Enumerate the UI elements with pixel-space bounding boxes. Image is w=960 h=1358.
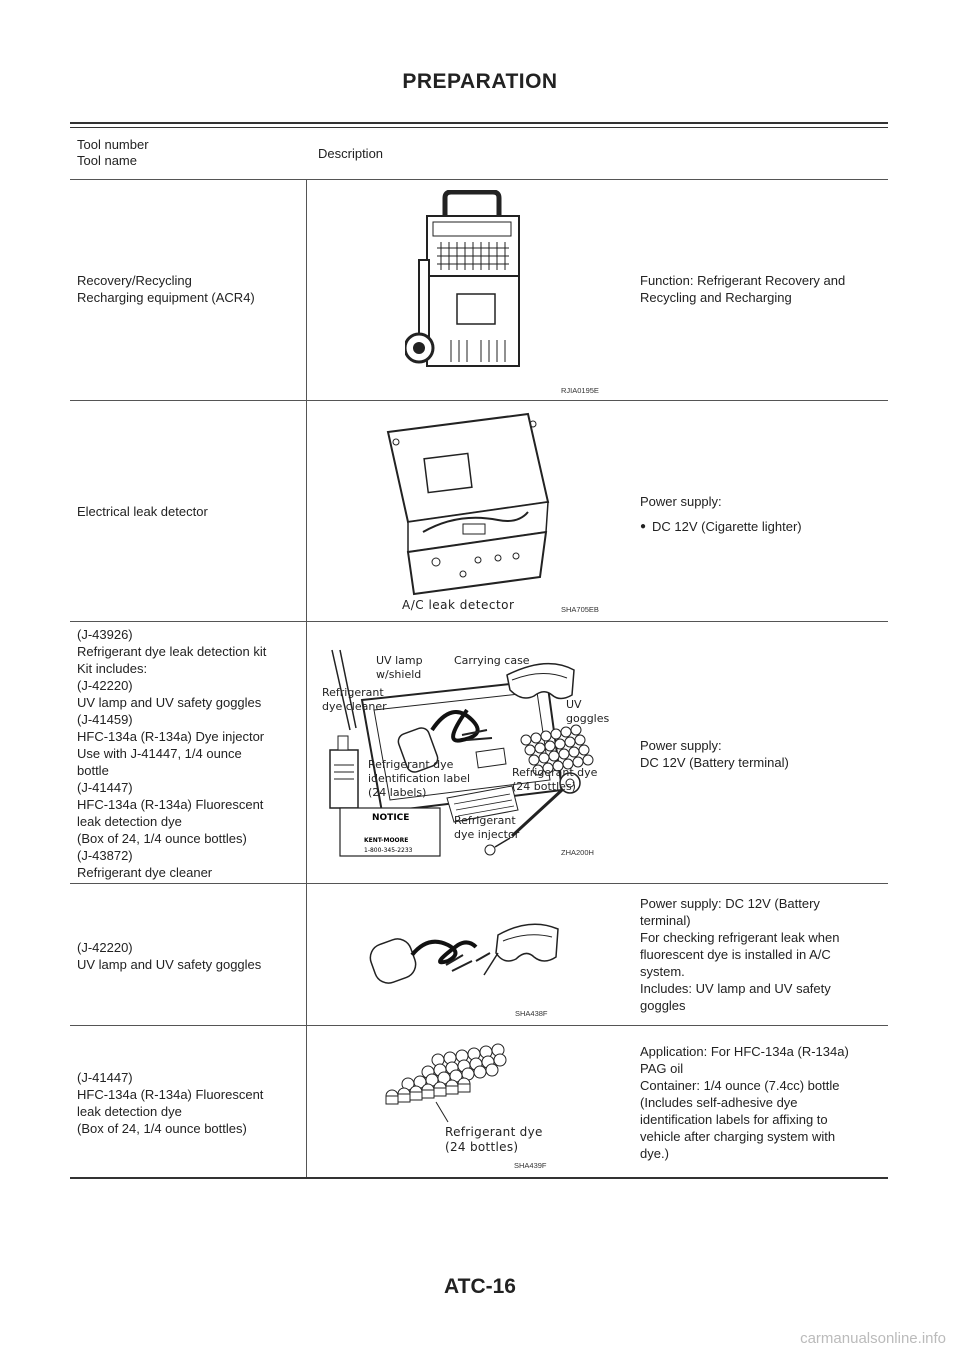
row2-description (640, 493, 876, 535)
row5-description (640, 1043, 876, 1162)
row3-tool-line: HFC-134a (R-134a) Fluorescent (77, 797, 264, 812)
row4-desc-line: fluorescent dye is installed in A/C (640, 947, 831, 962)
figure-caption-line: Refrigerant dye (445, 1125, 543, 1139)
row1-description (640, 272, 876, 306)
bullet-dot-icon: ● (640, 521, 647, 532)
uv-lamp-goggles-figure (368, 905, 568, 1005)
figure-code: ZHA200H (561, 848, 594, 857)
row1-tool-line: Recharging equipment (ACR4) (77, 290, 255, 305)
figure-code: SHA438F (515, 1009, 548, 1018)
row2-desc-title: Power supply: (640, 494, 722, 509)
figure-code: SHA439F (514, 1161, 547, 1170)
label-dye-injector: dye injector (454, 828, 520, 841)
bullet-text: DC 12V (Cigarette lighter) (652, 519, 802, 534)
row2-tool (77, 503, 299, 520)
row4-description (640, 895, 876, 1014)
row-divider (70, 179, 888, 180)
label-24-labels: (24 labels) (368, 786, 427, 799)
bullet-item (640, 518, 876, 535)
row4-desc-line: system. (640, 964, 685, 979)
dye-leak-kit-figure (312, 640, 622, 862)
header-tool-number: Tool number (77, 137, 149, 152)
label-w-shield: w/shield (376, 668, 422, 681)
row3-tool-line: HFC-134a (R-134a) Dye injector (77, 729, 265, 744)
row5-desc-line: identification labels for affixing to (640, 1112, 828, 1127)
row-divider (70, 400, 888, 401)
figure-code: RJIA0195E (561, 386, 599, 395)
row3-description (640, 737, 876, 771)
header-description: Description (318, 146, 384, 161)
row3-tool-line: Use with J-41447, 1/4 ounce (77, 746, 242, 761)
figure-code: SHA705EB (561, 605, 599, 614)
row3-tool-line: Kit includes: (77, 661, 148, 676)
label-refrigerant-dye-bottles: Refrigerant dye (512, 766, 598, 779)
row3-tool-line: (J-41459) (77, 712, 133, 727)
row3-desc-line: Power supply: (640, 738, 722, 753)
row-divider (70, 1025, 888, 1026)
row5-desc-line: dye.) (640, 1146, 669, 1161)
table-top-rule (70, 122, 888, 124)
row4-tool (77, 939, 299, 973)
label-uv: UV (566, 698, 582, 711)
table-header (70, 129, 888, 179)
row4-desc-line: Power supply: DC 12V (Battery (640, 896, 820, 911)
table-bottom-rule (70, 1177, 888, 1179)
row1-tool-line: Recovery/Recycling (77, 273, 192, 288)
label-refrigerant: Refrigerant (322, 686, 384, 699)
label-refrigerant-injector: Refrigerant (454, 814, 516, 827)
figure-caption-line: (24 bottles) (445, 1140, 519, 1154)
leak-detector-case-figure (368, 412, 558, 612)
row3-tool-line: (J-42220) (77, 678, 133, 693)
row3-tool-line: (J-43926) (77, 627, 133, 642)
row4-desc-line: terminal) (640, 913, 691, 928)
label-notice: NOTICE (372, 813, 410, 823)
row4-desc-line: Includes: UV lamp and UV safety (640, 981, 831, 996)
row-divider (70, 883, 888, 884)
row5-tool (77, 1069, 299, 1137)
row4-desc-line: For checking refrigerant leak when (640, 930, 840, 945)
row5-tool-line: leak detection dye (77, 1104, 182, 1119)
label-identification-label: identification label (368, 772, 471, 785)
row3-tool-line: (J-43872) (77, 848, 133, 863)
table-top-rule-thin (70, 127, 888, 128)
header-tool-name: Tool name (77, 153, 137, 168)
row5-tool-line: HFC-134a (R-134a) Fluorescent (77, 1087, 264, 1102)
label-dye-cleaner: dye cleaner (322, 700, 387, 713)
label-carrying-case: Carrying case (454, 654, 530, 667)
row5-desc-line: vehicle after charging system with (640, 1129, 836, 1144)
row4-desc-line: goggles (640, 998, 686, 1013)
row3-desc-line: DC 12V (Battery terminal) (640, 755, 789, 770)
label-24-bottles: (24 bottles) (512, 780, 576, 793)
recovery-recycling-machine-figure (405, 190, 540, 380)
figure-caption (445, 1125, 543, 1155)
page-title: PREPARATION (402, 70, 558, 93)
row5-tool-line: (Box of 24, 1/4 ounce bottles) (77, 1121, 247, 1136)
row3-tool (77, 626, 299, 881)
row3-tool-line: Refrigerant dye cleaner (77, 865, 213, 880)
label-goggles: goggles (566, 712, 610, 725)
row5-desc-line: Application: For HFC-134a (R-134a) (640, 1044, 849, 1059)
row4-tool-line: UV lamp and UV safety goggles (77, 957, 262, 972)
watermark: carmanualsonline.info (800, 1330, 946, 1347)
row3-tool-line: (J-41447) (77, 780, 133, 795)
row3-tool-line: Refrigerant dye leak detection kit (77, 644, 267, 659)
row5-desc-line: PAG oil (640, 1061, 684, 1076)
row3-tool-line: (Box of 24, 1/4 ounce bottles) (77, 831, 247, 846)
row3-tool-line: bottle (77, 763, 109, 778)
label-refrigerant-dye: Refrigerant dye (368, 758, 454, 771)
row5-desc-line: (Includes self-adhesive dye (640, 1095, 798, 1110)
label-kent-moore: KENT-MOORE (364, 837, 409, 844)
row4-tool-line: (J-42220) (77, 940, 133, 955)
row-divider (70, 621, 888, 622)
row1-desc-line: Function: Refrigerant Recovery and (640, 273, 846, 288)
label-phone: 1-800-345-2233 (364, 847, 413, 854)
row5-desc-line: Container: 1/4 ounce (7.4cc) bottle (640, 1078, 840, 1093)
row5-tool-line: (J-41447) (77, 1070, 133, 1085)
figure-caption: A/C leak detector (402, 598, 515, 612)
row1-tool (77, 272, 299, 306)
page-number: ATC-16 (444, 1275, 516, 1298)
header-tool-col (77, 137, 149, 169)
label-uv-lamp: UV lamp (376, 654, 423, 667)
column-divider (306, 180, 307, 1178)
row2-tool-line: Electrical leak detector (77, 504, 208, 519)
row1-desc-line: Recycling and Recharging (640, 290, 792, 305)
row3-tool-line: UV lamp and UV safety goggles (77, 695, 262, 710)
row3-tool-line: leak detection dye (77, 814, 182, 829)
